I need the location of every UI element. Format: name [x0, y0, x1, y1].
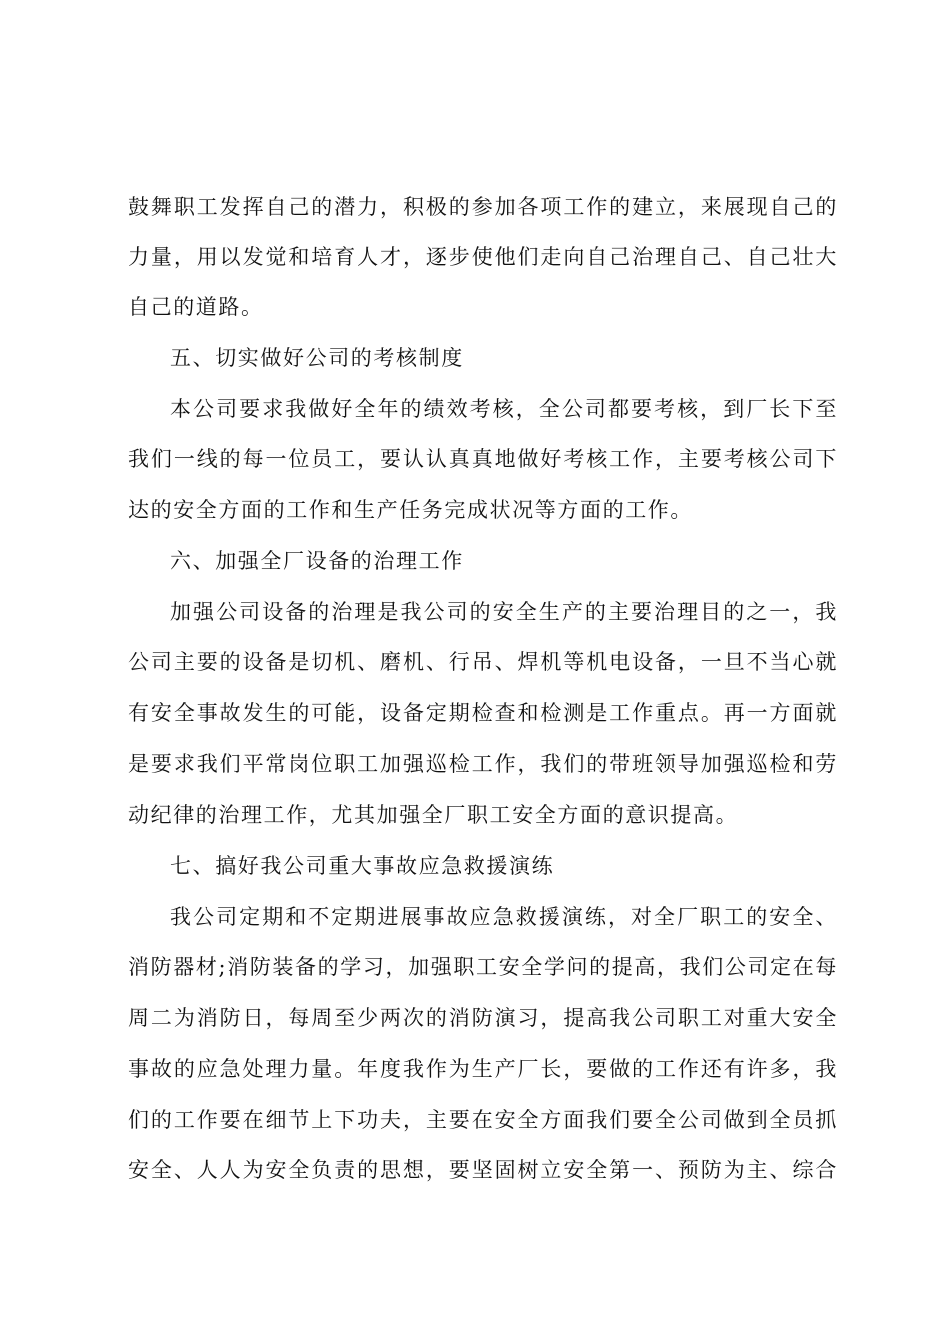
paragraph-line: 我们一线的每一位员工，要认认真真地做好考核工作，主要考核公司下: [128, 447, 838, 471]
paragraph-line: 们的工作要在细节上下功夫，主要在安全方面我们要全公司做到全员抓: [128, 1108, 838, 1132]
paragraph-line: 达的安全方面的工作和生产任务完成状况等方面的工作。: [128, 498, 693, 522]
paragraph-line: 鼓舞职工发挥自己的潜力，积极的参加各项工作的建立，来展现自己的: [128, 195, 838, 219]
paragraph-line: 事故的应急处理力量。年度我作为生产厂长，要做的工作还有许多，我: [128, 1057, 838, 1081]
paragraph-line: 是要求我们平常岗位职工加强巡检工作，我们的带班领导加强巡检和劳: [128, 752, 838, 776]
paragraph-line: 公司主要的设备是切机、磨机、行吊、焊机等机电设备，一旦不当心就: [128, 650, 838, 674]
paragraph-line: 动纪律的治理工作，尤其加强全厂职工安全方面的意识提高。: [128, 803, 739, 827]
paragraph-line: 自己的道路。: [128, 295, 264, 319]
paragraph-line: 周二为消防日，每周至少两次的消防演习，提高我公司职工对重大安全: [128, 1006, 838, 1030]
paragraph-line: 消防器材;消防装备的学习，加强职工安全学问的提高，我们公司定在每: [128, 955, 838, 979]
paragraph-line: 本公司要求我做好全年的绩效考核，全公司都要考核，到厂长下至: [170, 397, 838, 421]
section-heading: 五、切实做好公司的考核制度: [170, 346, 464, 370]
section-heading: 六、加强全厂设备的治理工作: [170, 549, 464, 573]
paragraph-line: 有安全事故发生的可能，设备定期检查和检测是工作重点。再一方面就: [128, 701, 838, 725]
paragraph-line: 我公司定期和不定期进展事故应急救援演练，对全厂职工的安全、: [170, 905, 838, 929]
paragraph-line: 安全、人人为安全负责的思想，要坚固树立安全第一、预防为主、综合: [128, 1158, 838, 1182]
paragraph-line: 力量，用以发觉和培育人才，逐步使他们走向自己治理自己、自己壮大: [128, 245, 838, 269]
paragraph-line: 加强公司设备的治理是我公司的安全生产的主要治理目的之一，我: [170, 600, 838, 624]
section-heading: 七、搞好我公司重大事故应急救援演练: [170, 854, 555, 878]
